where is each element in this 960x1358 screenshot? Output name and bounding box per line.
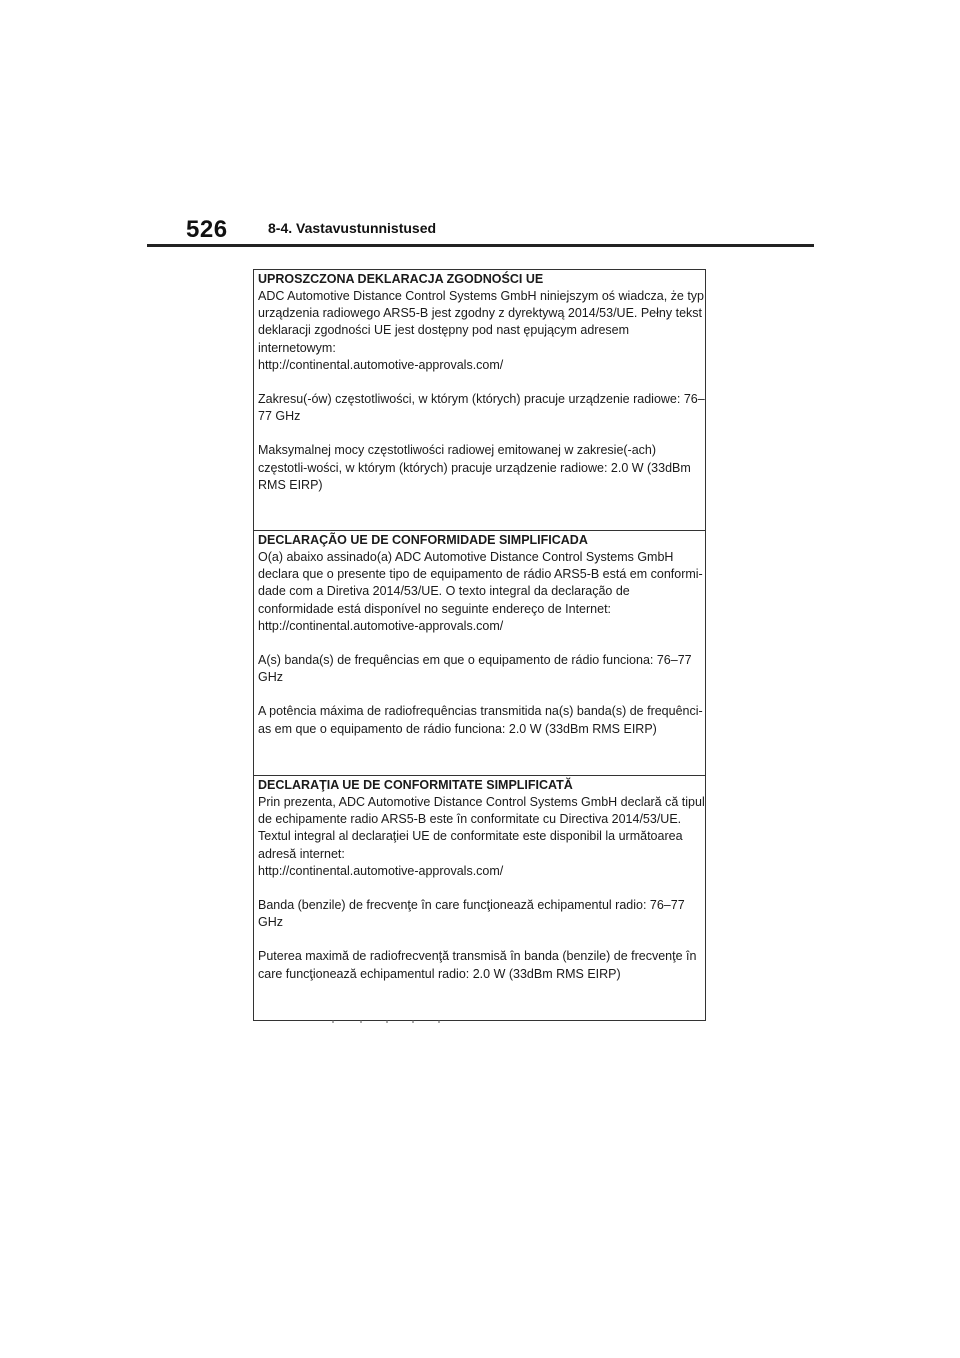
declaration-title: DECLARAÇÃO UE DE CONFORMIDADE SIMPLIFICADA bbox=[258, 533, 588, 547]
declaration-romanian bbox=[254, 775, 705, 1020]
declaration-url: http://continental.automotive-approvals.com/ bbox=[258, 618, 504, 633]
declaration-power: Maksymalnej mocy częstotliwości radiowej emitowanej w zakresie(-ach) częstotli-wości, w którym (których) pracuje urządzenie radiowe: 2.0 W (33dBm RMS EIRP) bbox=[258, 443, 691, 492]
declaration-title: UPROSZCZONA DEKLARACJA ZGODNOŚCI UE bbox=[258, 272, 544, 286]
declarations-box bbox=[253, 269, 706, 1021]
declaration-url: http://continental.automotive-approvals.com/ bbox=[258, 863, 504, 878]
declaration-frequency: A(s) banda(s) de frequências em que o equipamento de rádio funciona: 76–77 GHz bbox=[258, 653, 692, 685]
declaration-url: http://continental.automotive-approvals.com/ bbox=[258, 357, 504, 372]
declaration-power: A potência máxima de radiofrequências transmitida na(s) banda(s) de frequênci-as em que o equipamento de rádio funciona: 2.0 W (33dBm RMS EIRP) bbox=[258, 704, 703, 736]
declaration-intro: ADC Automotive Distance Control Systems GmbH niniejszym oś wiadcza, że typ urządzenia radiowego ARS5-B jest zgodny z dyrektywą 2014/53/UE. Pełny tekst deklaracji zgodności UE jest dostępny pod nast ępującym adresem internetowym: bbox=[258, 289, 704, 355]
header-divider bbox=[147, 244, 814, 247]
declaration-frequency: Banda (benzile) de frecvenţe în care funcţionează echipamentul radio: 76–77 GHz bbox=[258, 898, 685, 930]
declaration-polish bbox=[254, 270, 705, 530]
declaration-title: DECLARAŢIA UE DE CONFORMITATE SIMPLIFICATĂ bbox=[258, 778, 573, 792]
declaration-power: Puterea maximă de radiofrecvenţă transmisă în banda (benzile) de frecvenţe în care funcţionează echipamentul radio: 2.0 W (33dBm RMS EIRP) bbox=[258, 949, 697, 981]
section-title: 8-4. Vastavustunnistused bbox=[268, 220, 437, 236]
declaration-intro: Prin prezenta, ADC Automotive Distance Control Systems GmbH declară că tipul de echipamente radio ARS5-B este în conformitate cu Directiva 2014/53/UE. Textul integral al declaraţiei UE de conformitate este disponibil la următoarea adresă internet: bbox=[258, 795, 705, 861]
declaration-frequency: Zakresu(-ów) częstotliwości, w którym (których) pracuje urządzenie radiowe: 76–77 GHz bbox=[258, 392, 705, 424]
declaration-intro: O(a) abaixo assinado(a) ADC Automotive Distance Control Systems GmbH declara que o presente tipo de equipamento de rádio ARS5-B está em conformi-dade com a Diretiva 2014/53/UE. O texto integral da declaração de conformidade está disponível no seguinte endereço de Internet: bbox=[258, 550, 703, 616]
page-number: 526 bbox=[186, 216, 228, 243]
footer-tick-marks bbox=[253, 1020, 706, 1024]
declaration-portuguese bbox=[254, 530, 705, 775]
